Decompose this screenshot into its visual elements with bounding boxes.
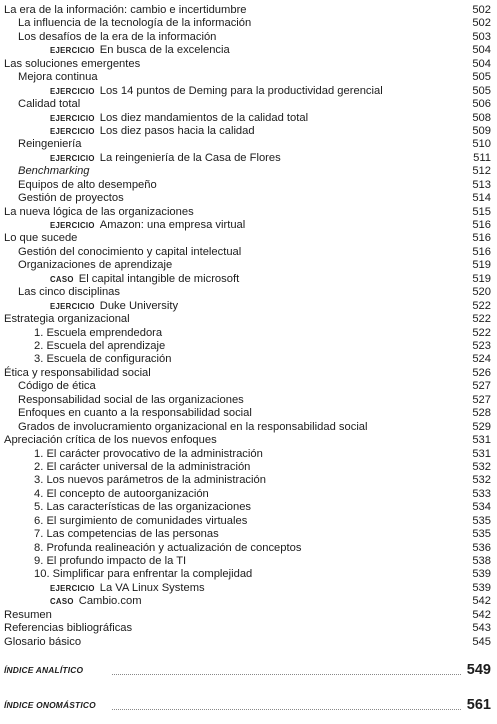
toc-entry-title — [34, 353, 171, 366]
toc-entry-title — [18, 98, 80, 111]
index-entry-title: ÍNDICE ANALÍTICO — [4, 665, 84, 675]
toc-entry-title — [18, 421, 368, 434]
index-entry-page: 549 — [466, 662, 491, 678]
toc-entry — [0, 407, 497, 420]
toc-entry — [0, 165, 497, 178]
toc-entry-title — [4, 609, 52, 622]
toc-entry-type-label: EJERCICIO — [50, 126, 95, 136]
toc-entry-text: Apreciación crítica de los nuevos enfoques — [4, 434, 217, 447]
toc-entry — [0, 501, 497, 514]
toc-entry — [0, 609, 497, 622]
toc-entry-page: 504 — [472, 57, 491, 70]
toc-entry-title — [4, 58, 140, 71]
toc-entry-text: Duke University — [99, 299, 179, 312]
toc-entry-page: 522 — [472, 326, 491, 339]
toc-entry-title — [50, 219, 245, 232]
toc-entry-text: Las cinco disciplinas — [18, 286, 120, 299]
toc-entry-page: 512 — [472, 165, 491, 178]
toc-entry — [0, 206, 497, 219]
toc-entry-page: 538 — [472, 555, 491, 568]
toc-entry-title — [34, 340, 165, 353]
toc-entry-text: La nueva lógica de las organizaciones — [4, 205, 194, 218]
toc-entry-page: 535 — [472, 514, 491, 527]
toc-entry-text: Referencias bibliográficas — [4, 622, 133, 635]
toc-entry-title — [34, 515, 247, 528]
toc-entry-text: Ética y responsabilidad social — [4, 366, 151, 379]
toc-entry-page: 542 — [472, 595, 491, 608]
toc-entry-text: La VA Linux Systems — [99, 581, 205, 594]
toc-entry-text: 1. El carácter provocativo de la administración — [34, 447, 263, 460]
toc-entry-title — [4, 4, 247, 17]
toc-entry-page: 516 — [472, 219, 491, 232]
toc-entry-page: 506 — [472, 98, 491, 111]
toc-entry-title — [18, 407, 252, 420]
toc-entry — [0, 542, 497, 555]
toc-entry-text: Glosario básico — [4, 635, 82, 648]
toc-entry-page: 536 — [472, 541, 491, 554]
toc-entry-text: 7. Las competencias de las personas — [34, 528, 219, 541]
toc-entry-title — [18, 380, 96, 393]
toc-entry-text: Los desafíos de la era de la información — [18, 30, 217, 43]
toc-entry-page: 526 — [472, 366, 491, 379]
toc-entry-type-label: EJERCICIO — [50, 113, 95, 123]
toc-entry-title — [50, 582, 205, 595]
toc-entry-page: 520 — [472, 286, 491, 299]
toc-entry — [0, 17, 497, 30]
toc-entry-text: Calidad total — [18, 98, 81, 111]
toc-entry — [0, 340, 497, 353]
toc-entry-page: 522 — [472, 299, 491, 312]
toc-entry-text: Reingeniería — [18, 138, 82, 151]
toc-entry-page: 515 — [472, 205, 491, 218]
toc-entry-title — [4, 206, 194, 219]
toc-entry-text: 4. El concepto de autoorganización — [34, 487, 209, 500]
toc-entry — [0, 367, 497, 380]
toc-entry-text: 2. Escuela del aprendizaje — [34, 340, 166, 352]
toc-entry-title — [18, 138, 81, 151]
toc-entry — [0, 515, 497, 528]
toc-entry-text: Responsabilidad social de las organizaciones — [18, 393, 244, 406]
toc-entry-page: 528 — [472, 407, 491, 420]
toc-entry-title — [4, 622, 132, 635]
toc-entry-page: 522 — [472, 313, 491, 326]
toc-entry-text: Las soluciones emergentes — [4, 57, 141, 70]
toc-entry-title — [34, 568, 252, 581]
toc-entry-text: Gestión del conocimiento y capital intelectual — [18, 245, 242, 258]
toc-entry — [0, 4, 497, 17]
toc-entry — [0, 474, 497, 487]
toc-entry-text: Benchmarking — [18, 165, 90, 178]
toc-entry — [0, 259, 497, 272]
toc-entry — [0, 353, 497, 366]
toc-entry-text: Cambio.com — [78, 595, 142, 608]
toc-entry-text: En busca de la excelencia — [99, 44, 230, 57]
toc-entry — [0, 448, 497, 461]
toc-entry-page: 514 — [472, 192, 491, 205]
toc-entry — [0, 394, 497, 407]
toc-entry-page: 524 — [472, 353, 491, 366]
toc-entry — [0, 192, 497, 205]
toc-entry — [0, 112, 497, 125]
toc-entry — [0, 219, 497, 232]
toc-entry-type-label: EJERCICIO — [50, 583, 95, 593]
toc-entry — [0, 85, 497, 98]
toc-entry — [0, 300, 497, 313]
toc-entry-page: 534 — [472, 501, 491, 514]
toc-entry-text: 10. Simplificar para enfrentar la complejidad — [34, 568, 253, 581]
toc-entry-text: 3. Los nuevos parámetros de la administración — [34, 474, 266, 487]
toc-entry-title — [18, 259, 172, 272]
toc-entry — [0, 434, 497, 447]
dot-leader — [112, 696, 461, 710]
toc-entry-page: 519 — [472, 259, 491, 272]
toc-entry-page: 539 — [472, 581, 491, 594]
toc-entry-text: Código de ética — [18, 380, 96, 393]
toc-entry-title — [34, 528, 219, 541]
toc-entry-title — [34, 488, 209, 501]
toc-entry — [0, 313, 497, 326]
toc-entry — [0, 568, 497, 581]
toc-entry-page: 532 — [472, 460, 491, 473]
toc-entry — [0, 286, 497, 299]
toc-entry-page: 531 — [472, 434, 491, 447]
toc-entry — [0, 246, 497, 259]
toc-entry-title — [50, 273, 239, 286]
toc-entry-text: Los diez pasos hacia la calidad — [99, 124, 255, 137]
toc-entry-page: 532 — [472, 474, 491, 487]
toc-entry-title — [18, 17, 251, 30]
toc-entry-title — [18, 192, 124, 205]
toc-entry-text: Amazon: una empresa virtual — [99, 219, 246, 232]
toc-entry-title — [34, 542, 301, 555]
toc-entry-page: 519 — [472, 272, 491, 285]
toc-entry-title — [34, 474, 266, 487]
index-entry-page: 561 — [466, 697, 491, 713]
toc-entry-page: 502 — [472, 17, 491, 30]
toc-entry-type-label: EJERCICIO — [50, 153, 95, 163]
toc-entry-type-label: CASO — [50, 597, 74, 607]
toc-entry-title — [50, 85, 383, 98]
toc-entry — [0, 461, 497, 474]
toc-entry-page: 516 — [472, 245, 491, 258]
toc-entry-text: 3. Escuela de configuración — [34, 353, 172, 366]
toc-entry — [0, 582, 497, 595]
toc-entry-page: 543 — [472, 622, 491, 635]
toc-entry-page: 510 — [472, 138, 491, 151]
toc-entry-text: Resumen — [4, 608, 52, 621]
toc-entry — [0, 58, 497, 71]
toc-entry-page: 505 — [472, 71, 491, 84]
toc-entry-title — [34, 501, 251, 514]
toc-entry — [0, 380, 497, 393]
toc-entry — [0, 622, 497, 635]
toc-entry — [0, 232, 497, 245]
toc-entry-text: Los 14 puntos de Deming para la productividad gerencial — [99, 84, 383, 97]
toc-entry-page: 539 — [472, 568, 491, 581]
toc-entry — [0, 327, 497, 340]
toc-entry — [0, 152, 497, 165]
toc-entry-page: 523 — [472, 340, 491, 352]
toc-entry — [0, 528, 497, 541]
toc-entry-page: 505 — [472, 84, 491, 97]
toc-entry-title — [50, 300, 178, 313]
toc-entry-type-label: CASO — [50, 274, 74, 284]
toc-entry-text: Enfoques en cuanto a la responsabilidad social — [18, 407, 252, 420]
toc-entry-page: 533 — [472, 487, 491, 500]
toc-entry-title — [34, 327, 162, 340]
toc-entry-title — [18, 165, 90, 178]
toc-entry — [0, 421, 497, 434]
toc-entry-type-label: EJERCICIO — [50, 221, 95, 231]
toc-entry-page: 529 — [472, 420, 491, 433]
toc-entry-title — [4, 434, 217, 447]
toc-entry-page: 531 — [472, 447, 491, 460]
toc-entry-text: Los diez mandamientos de la calidad total — [99, 111, 309, 124]
toc-entry-text: La reingeniería de la Casa de Flores — [99, 151, 281, 164]
toc-entry-title — [34, 448, 263, 461]
toc-entry-text: 9. El profundo impacto de la TI — [34, 555, 187, 568]
toc-entry — [0, 555, 497, 568]
toc-entry-text: 8. Profunda realineación y actualización de conceptos — [34, 541, 302, 554]
toc-entry — [0, 273, 497, 286]
toc-entry-page: 502 — [472, 4, 491, 16]
toc-entry-type-label: EJERCICIO — [50, 301, 95, 311]
toc-entry-page: 535 — [472, 528, 491, 541]
toc-entry-title — [4, 232, 77, 245]
toc-entry — [0, 31, 497, 44]
toc-entry-title — [18, 31, 216, 44]
toc-entry-page: 511 — [473, 151, 491, 164]
toc-entry-text: Estrategia organizacional — [4, 313, 130, 326]
toc-entry-type-label: EJERCICIO — [50, 86, 95, 96]
toc-entry-title — [18, 286, 120, 299]
toc-entry — [0, 138, 497, 151]
toc-entry-page: 503 — [472, 30, 491, 43]
toc-entry-type-label: EJERCICIO — [50, 46, 95, 56]
toc-entry — [0, 179, 497, 192]
toc-entry-title — [50, 595, 142, 608]
toc-entry-page: 542 — [472, 608, 491, 621]
toc-entry-title — [50, 112, 308, 125]
toc-entry-page: 527 — [472, 380, 491, 393]
toc-entry-title — [34, 461, 250, 474]
toc-entry-text: Mejora continua — [18, 71, 98, 84]
toc-entry — [0, 595, 497, 608]
toc-entry — [0, 71, 497, 84]
toc-entry-page: 509 — [472, 124, 491, 137]
index-entry-title: ÍNDICE ONOMÁSTICO — [4, 700, 96, 710]
toc-entry-page: 545 — [472, 635, 491, 648]
toc-entry-title — [18, 246, 241, 259]
toc-entry — [0, 488, 497, 501]
toc-entry-text: 1. Escuela emprendedora — [34, 326, 163, 339]
toc-entry-text: 2. El carácter universal de la administración — [34, 460, 251, 473]
toc-entry-title — [50, 125, 255, 138]
toc-entry-text: El capital intangible de microsoft — [78, 272, 240, 285]
toc-entry-page: 504 — [472, 44, 491, 57]
index-entry — [0, 696, 497, 714]
toc-entry-title — [18, 394, 244, 407]
toc-entry — [0, 125, 497, 138]
toc-entry-text: Lo que sucede — [4, 232, 78, 245]
toc-entry-text: La influencia de la tecnología de la información — [18, 17, 252, 30]
toc-entry-text: 5. Las características de las organizaciones — [34, 501, 252, 514]
toc-entry-title — [34, 555, 186, 568]
toc-entry-title — [4, 367, 151, 380]
toc-entry-page: 527 — [472, 393, 491, 406]
toc-entry-page: 508 — [472, 111, 491, 124]
toc-entry-title — [18, 179, 157, 192]
toc-entry-title — [18, 71, 98, 84]
toc-entry-title — [50, 44, 230, 57]
toc-entry-text: 6. El surgimiento de comunidades virtuales — [34, 514, 248, 527]
toc-entry-title — [4, 313, 130, 326]
toc-entry-title — [50, 152, 281, 165]
toc-entry-title — [4, 636, 81, 649]
dot-leader — [112, 661, 461, 675]
toc-entry-text: Equipos de alto desempeño — [18, 178, 157, 191]
toc-entry-text: Gestión de proyectos — [18, 192, 124, 205]
toc-entry — [0, 636, 497, 649]
toc-entry-text: Organizaciones de aprendizaje — [18, 259, 173, 272]
toc-entry-page: 516 — [472, 232, 491, 245]
toc-entry-page: 513 — [472, 178, 491, 191]
index-entry — [0, 661, 497, 679]
toc-entry-text: La era de la información: cambio e incertidumbre — [4, 4, 247, 16]
toc-entry-text: Grados de involucramiento organizacional en la responsabilidad social — [18, 420, 368, 433]
toc-entry — [0, 98, 497, 111]
toc-entry — [0, 44, 497, 57]
